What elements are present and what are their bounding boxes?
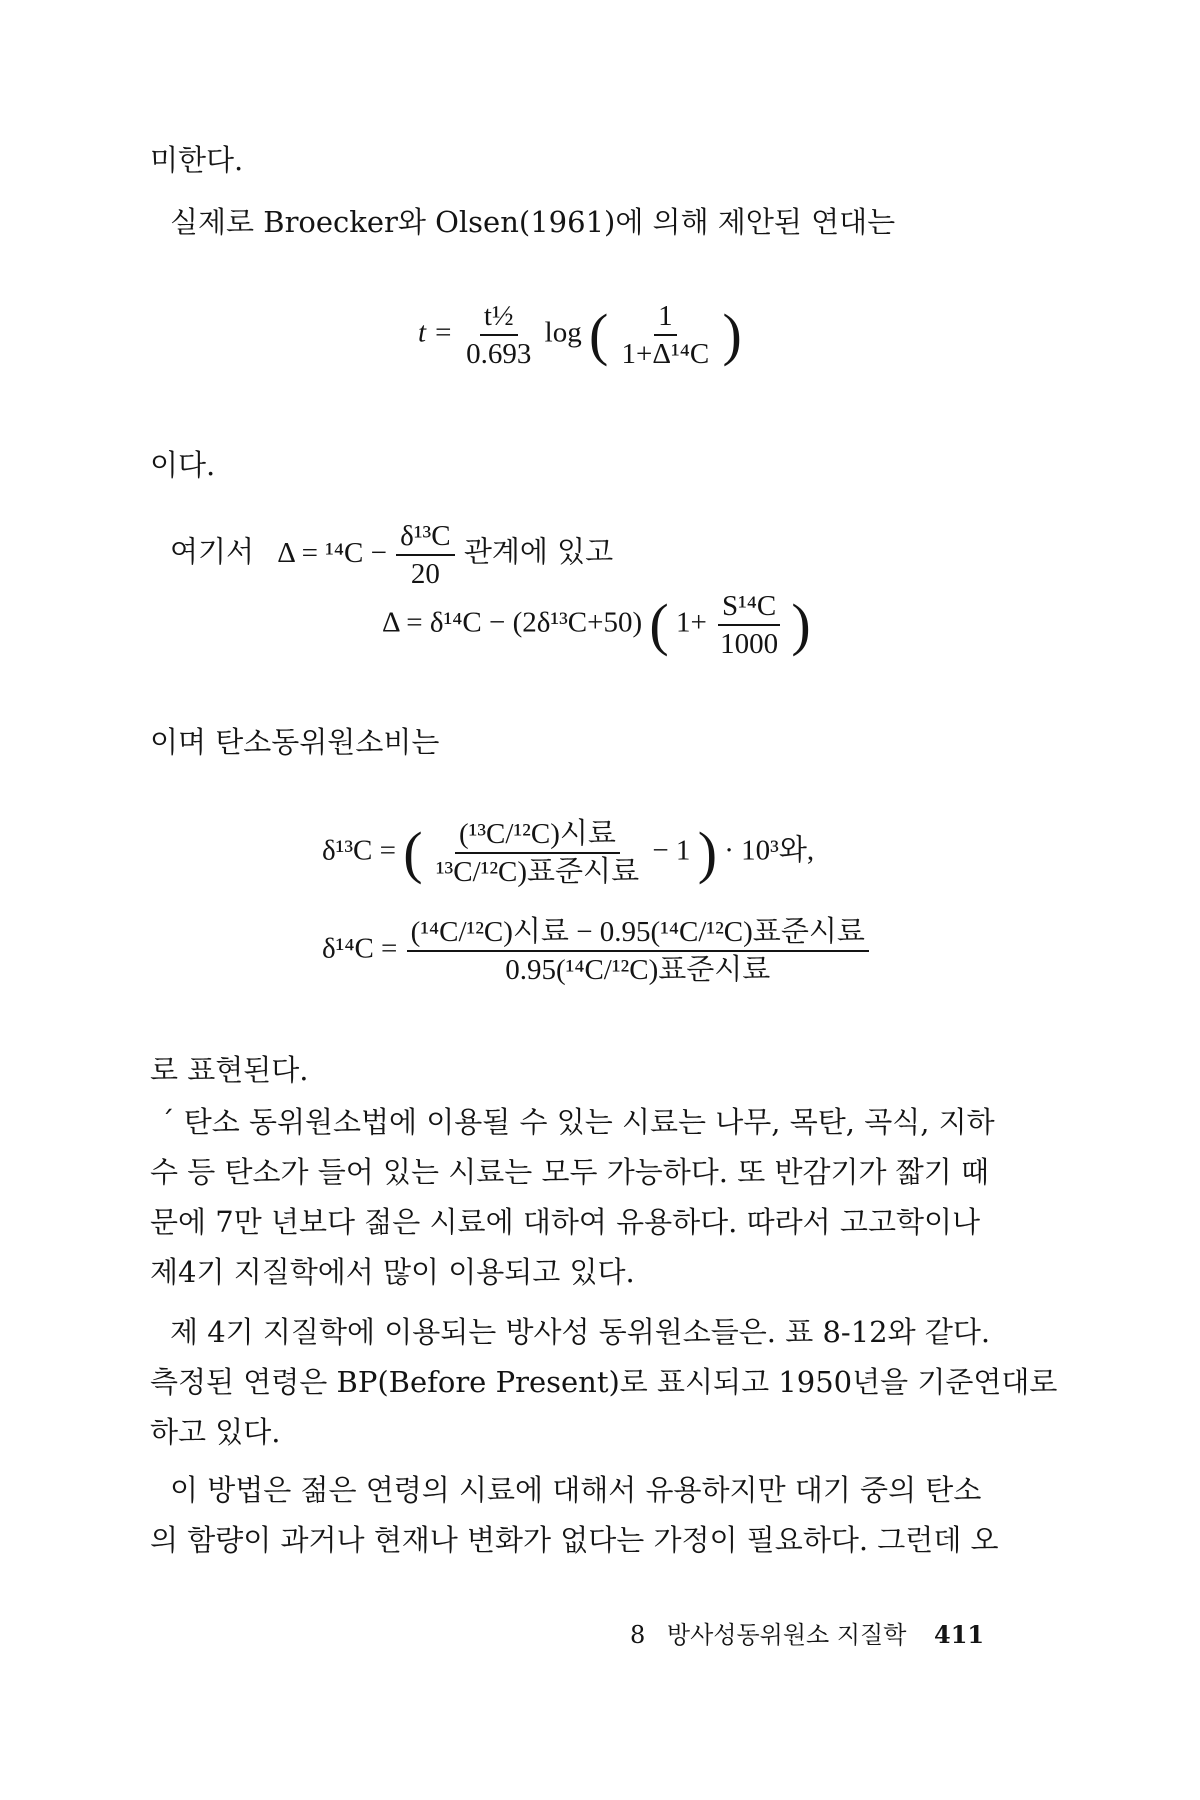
equation-delta14 [322, 916, 871, 986]
left-paren: ( [403, 820, 423, 885]
equation-delta [277, 520, 464, 590]
paragraph-line: 제 4기 지질학에 이용되는 방사성 동위원소들은. 표 8-12와 같다. [170, 1315, 991, 1349]
right-paren: ) [791, 592, 811, 657]
eq-numerator: S¹⁴C [718, 590, 780, 626]
paragraph-line: 문에 7만 년보다 젊은 시료에 대하여 유용하다. 따라서 고고학이나 [150, 1205, 980, 1239]
paragraph-line: 측정된 연령은 BP(Before Present)로 표시되고 1950년을 기준연대로 [150, 1365, 1058, 1399]
left-paren: ( [649, 592, 669, 657]
eq-numerator: δ¹³C [396, 520, 454, 556]
eq-numerator: (¹⁴C/¹²C)시료 − 0.95(¹⁴C/¹²C)표준시료 [407, 916, 869, 952]
equation-delta-full [382, 590, 811, 660]
text-fragment: 여기서 [170, 534, 255, 569]
right-paren: ) [697, 820, 718, 885]
eq-denominator: ¹³C/¹²C)표준시료 [435, 856, 640, 888]
eq-denominator: 0.95(¹⁴C/¹²C)표준시료 [505, 954, 771, 986]
equation-age [418, 300, 742, 370]
eq-denominator: 1+Δ¹⁴C [621, 338, 710, 370]
chapter-title: 방사성동위원소 지질학 [666, 1621, 907, 1649]
eq-denominator: 0.693 [466, 338, 532, 370]
chapter-number: 8 [630, 1621, 646, 1649]
paragraph-line: 의 함량이 과거나 현재나 변화가 없다는 가정이 필요하다. 그런데 오 [150, 1523, 999, 1557]
text-line: 이며 탄소동위원소비는 [150, 725, 440, 759]
paragraph-line: 수 등 탄소가 들어 있는 시료는 모두 가능하다. 또 반감기가 짧기 때 [150, 1155, 989, 1189]
eq-fraction [618, 300, 714, 370]
eq-lhs: δ¹³C = [322, 834, 397, 867]
text-line: 로 표현된다. [150, 1053, 309, 1087]
eq-numerator: (¹³C/¹²C)시료 [455, 818, 620, 854]
eq-log: log [544, 316, 582, 349]
text-line: 실제로 Broecker와 Olsen(1961)에 의해 제안된 연대는 [170, 205, 896, 239]
eq-fraction [396, 520, 454, 590]
page-footer [630, 1620, 984, 1650]
eq-lhs: δ¹⁴C = [322, 932, 398, 965]
paragraph-line: 이 방법은 젊은 연령의 시료에 대해서 유용하지만 대기 중의 탄소 [170, 1473, 982, 1507]
equation-delta13 [322, 818, 814, 888]
eq-denominator: 1000 [720, 628, 779, 660]
eq-numerator: 1 [654, 300, 677, 336]
eq-numerator: t½ [480, 300, 518, 336]
paragraph-line: 제4기 지질학에서 많이 이용되고 있다. [150, 1255, 635, 1289]
text-line: 미한다. [150, 143, 244, 177]
eq-fraction [462, 300, 535, 370]
page-number: 411 [934, 1620, 985, 1649]
text-line-with-equation [170, 520, 613, 590]
paragraph-line: ´ 탄소 동위원소법에 이용될 수 있는 시료는 나무, 목탄, 곡식, 지하 [160, 1105, 995, 1139]
eq-lhs: Δ = δ¹⁴C − (2δ¹³C+50) [382, 606, 643, 639]
eq-term: 1+ [675, 606, 707, 639]
right-paren: ) [722, 302, 742, 367]
left-paren: ( [588, 302, 609, 367]
eq-fraction [716, 590, 782, 660]
eq-term: · 10³와, [724, 834, 815, 867]
eq-fraction [407, 916, 869, 986]
eq-lhs: Δ = ¹⁴C − [277, 536, 387, 569]
eq-term: − 1 [652, 834, 691, 867]
text-line: 이다. [150, 448, 216, 482]
text-fragment: 관계에 있고 [463, 534, 614, 569]
eq-fraction [432, 818, 643, 888]
paragraph-line: 하고 있다. [150, 1415, 281, 1449]
eq-lhs: t = [418, 316, 453, 349]
eq-denominator: 20 [410, 558, 440, 590]
